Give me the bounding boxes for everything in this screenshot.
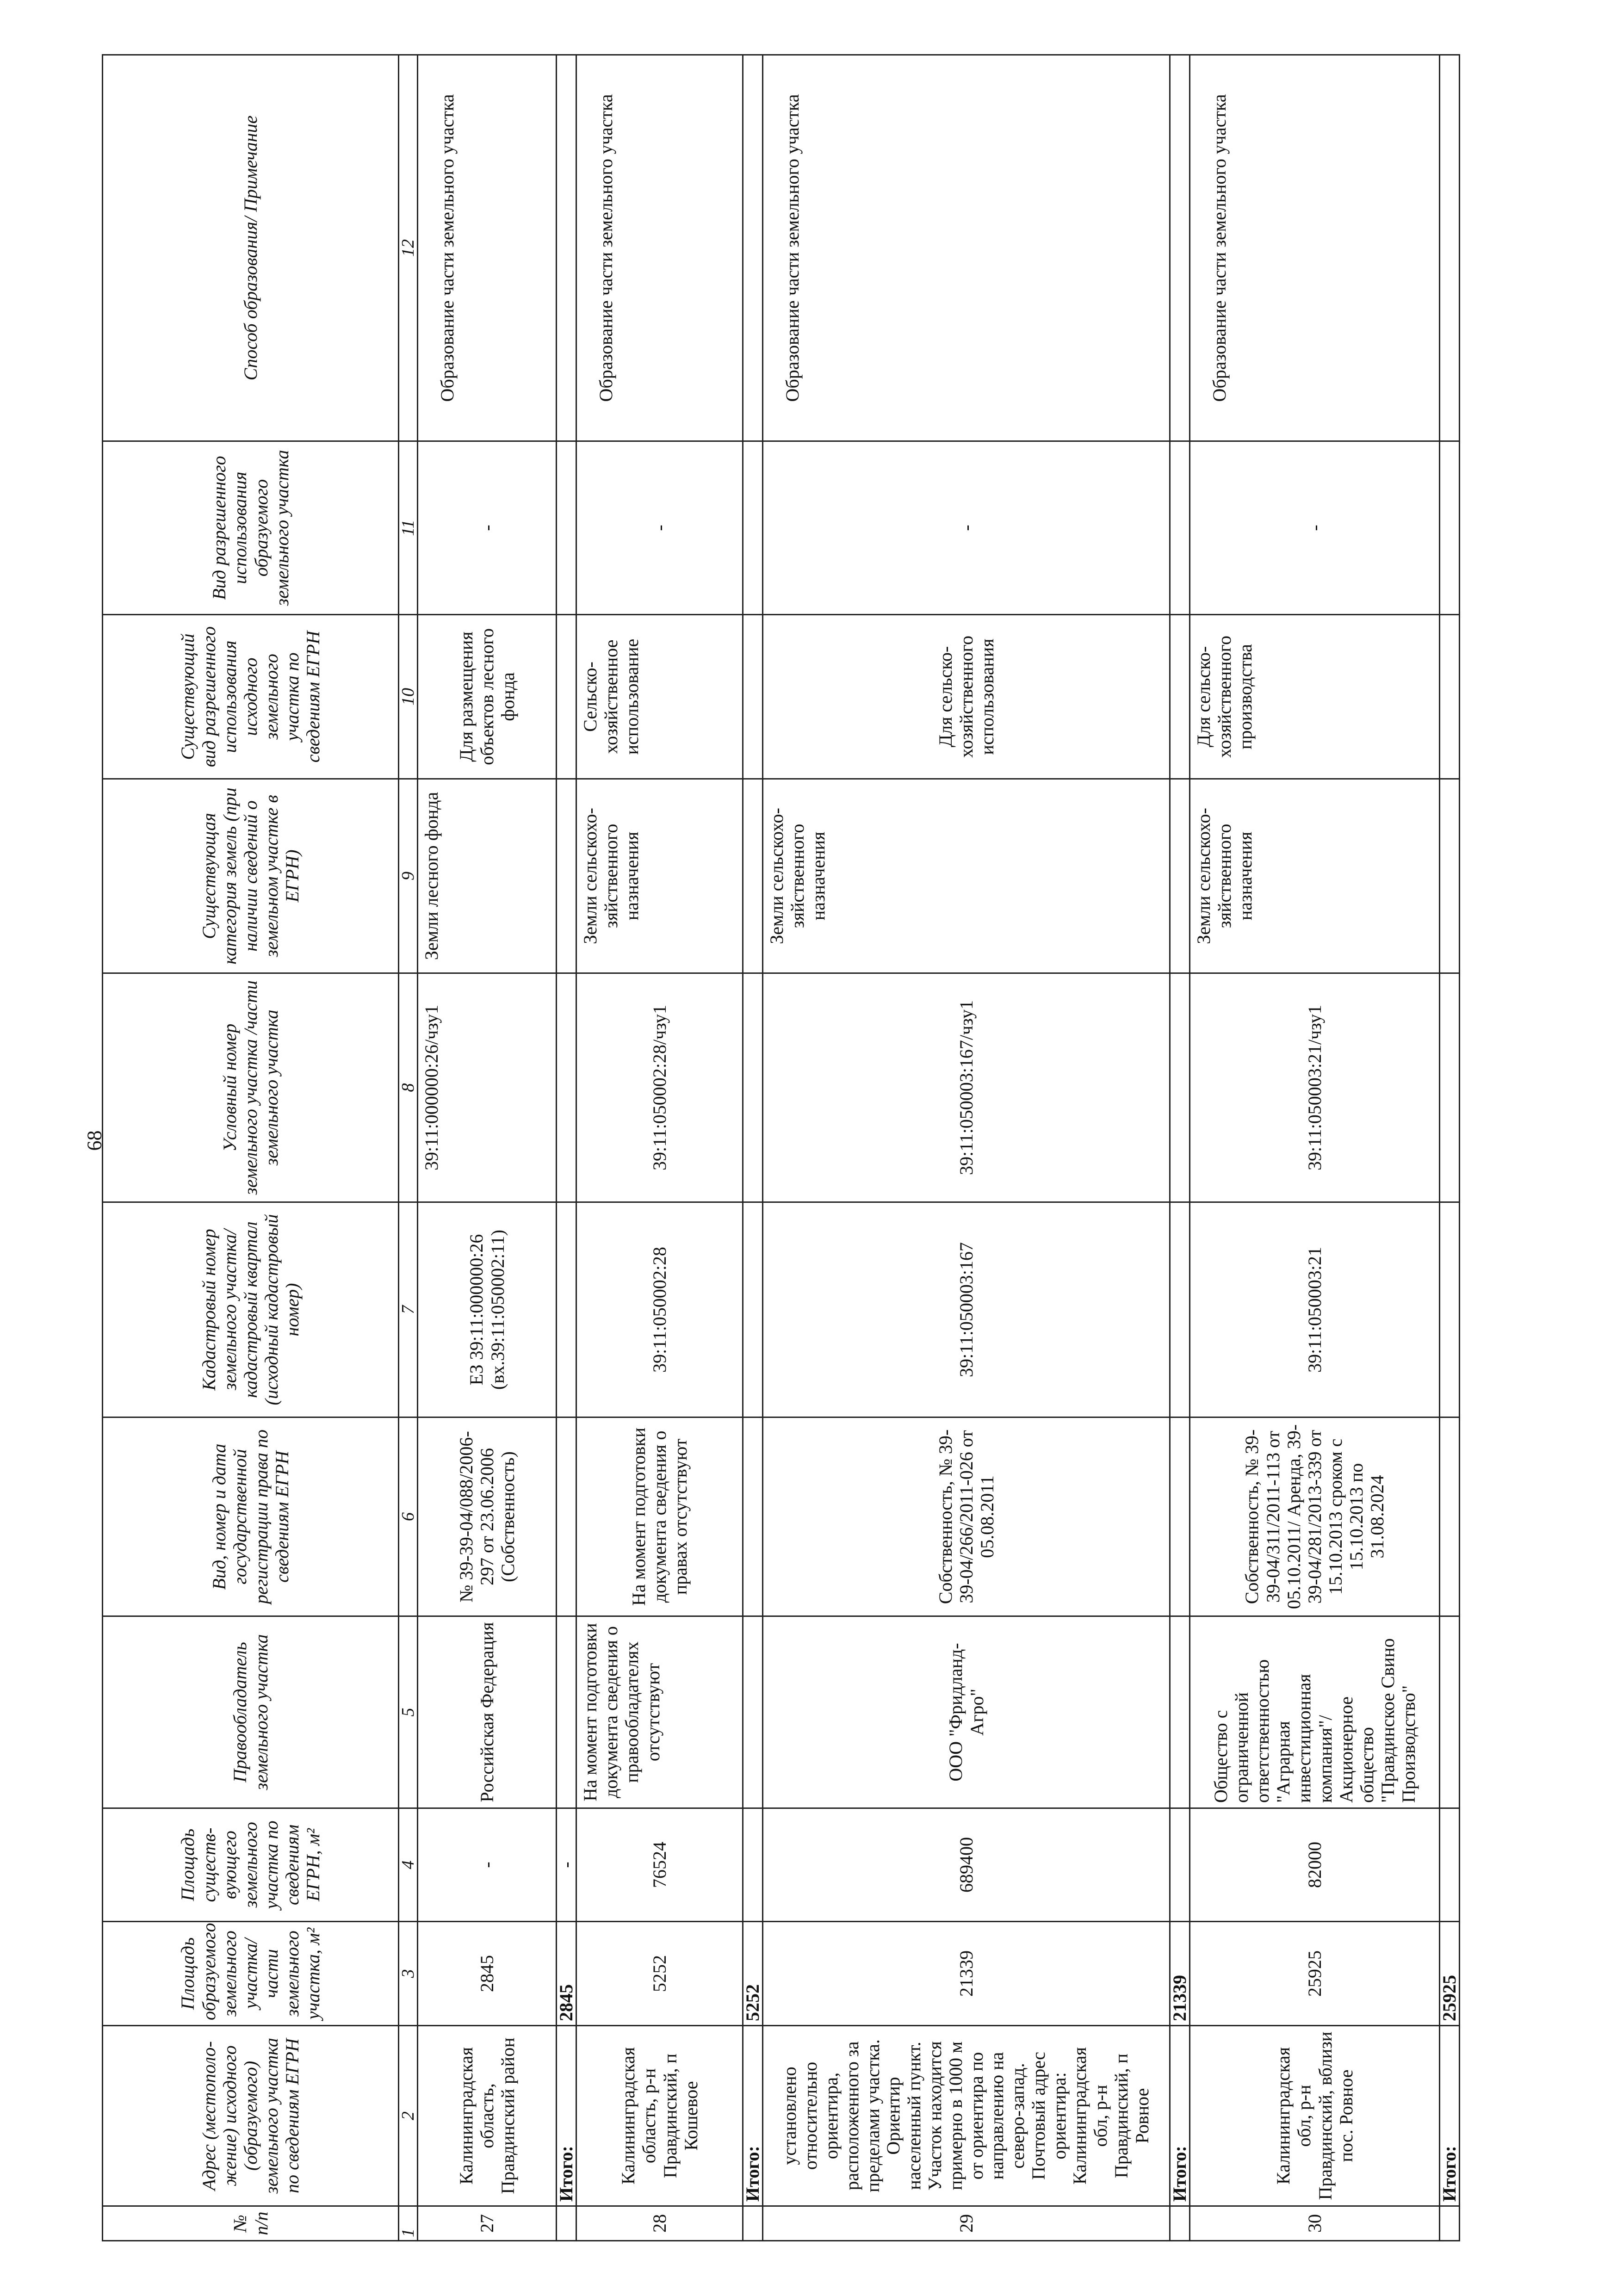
use-new-cell: - [576,441,743,615]
total-empty-cell [1440,441,1460,615]
address-cell: Калининградская область, Правдинский район [418,2026,557,2206]
owner-cell: ООО "Фридланд-Агро" [763,1616,1170,1808]
area-new-cell: 21339 [763,1922,1170,2026]
header-col-8: Условный номер земельного участка /части земельного участка [103,973,399,1202]
area-new-cell: 2845 [418,1922,557,2026]
total-empty-cell [1440,55,1460,441]
method-cell: Образование части земельного участка [1190,55,1440,441]
total-empty-cell [1440,973,1460,1202]
col-number: 1 [399,2206,418,2241]
total-label: Итого: [1440,2026,1460,2206]
table-row [418,55,557,2241]
col-number: 12 [399,55,418,441]
address-cell: установлено относительно ориентира, расположенного за пределами участка. Ориентир населенный пункт. Участок находится примерно в 1000 м от ориентира по направлению на северо-запад. Почтовый адрес ориентира: Калининградская обл, р-н Правдинский, п Ровное [763,2026,1170,2206]
total-empty-cell [557,2206,576,2241]
total-empty-cell [1170,1808,1190,1922]
right-cell: На момент подготовки документа сведения о правах отсутствуют [576,1417,743,1616]
use-new-cell: - [763,441,1170,615]
conditional-number-cell: 39:11:000000:26/чзу1 [418,973,557,1202]
header-col-2: Адрес (местополо-жение) исходного (образуемого) земельного участка по сведениям ЕГРН [103,2026,399,2206]
total-empty-cell [1440,1202,1460,1417]
col-number: 11 [399,441,418,615]
total-empty-cell [743,441,763,615]
col-number: 8 [399,973,418,1202]
total-empty-cell [1170,1417,1190,1616]
area-new-cell: 25925 [1190,1922,1440,2026]
address-cell: Калининградская область, р-н Правдинский, п Кошевое [576,2026,743,2206]
col-number: 10 [399,615,418,779]
header-col-5: Правообладатель земельного участка [103,1616,399,1808]
total-empty-cell [1440,615,1460,779]
category-cell: Земли сельскохо-зяйственного назначения [576,779,743,973]
table-row [1190,55,1440,2241]
category-cell: Земли сельскохо-зяйственного назначения [763,779,1170,973]
total-empty-cell [1170,615,1190,779]
total-empty-cell [1440,1808,1460,1922]
conditional-number-cell: 39:11:050002:28/чзу1 [576,973,743,1202]
total-empty-cell [557,1417,576,1616]
total-row [1440,55,1460,2241]
category-cell: Земли лесного фонда [418,779,557,973]
total-empty-cell [743,1417,763,1616]
total-empty-cell [557,1202,576,1417]
total-empty-cell [1170,1616,1190,1808]
header-col-3: Площадь образуемого земельного участка/ части земельного участка, м² [103,1922,399,2026]
cadastral-cell: 39:11:050003:21 [1190,1202,1440,1417]
right-cell: № 39-39-04/088/2006-297 от 23.06.2006 (Собственность) [418,1417,557,1616]
method-cell: Образование части земельного участка [576,55,743,441]
total-empty-cell [743,1202,763,1417]
method-cell: Образование части земельного участка [418,55,557,441]
area-existing-cell: - [418,1808,557,1922]
total-empty-cell [557,1616,576,1808]
total-existing: - [557,1808,576,1922]
total-empty-cell [1440,2206,1460,2241]
header-col-6: Вид, номер и дата государственной регистрации права по сведениям ЕГРН [103,1417,399,1616]
page-number: 68 [83,1130,106,1151]
area-existing-cell: 689400 [763,1808,1170,1922]
total-empty-cell [557,779,576,973]
owner-cell: На момент подготовки документа сведения о правообладателях отсутствуют [576,1616,743,1808]
land-plot-table-wrapper [102,56,1460,2241]
total-empty-cell [743,2206,763,2241]
col-number: 5 [399,1616,418,1808]
total-empty-cell [743,1616,763,1808]
total-empty-cell [1440,779,1460,973]
total-empty-cell [557,973,576,1202]
area-new-cell: 5252 [576,1922,743,2026]
total-label: Итого: [1170,2026,1190,2206]
total-value: 5252 [743,1922,763,2026]
total-value: 2845 [557,1922,576,2026]
row-number: 29 [763,2206,1170,2241]
use-new-cell: - [1190,441,1440,615]
header-col-7: Кадастровый номер земельного участка/ кадастровый квартал (исходный кадастровый номер) [103,1202,399,1417]
total-empty-cell [557,441,576,615]
header-col-1: № п/п [103,2206,399,2241]
total-empty-cell [743,973,763,1202]
total-empty-cell [1170,441,1190,615]
use-existing-cell: Для сельско-хозяйственного производства [1190,615,1440,779]
address-cell: Калининградская обл, р-н Правдинский, вблизи пос. Ровное [1190,2026,1440,2206]
total-empty-cell [743,1808,763,1922]
category-cell: Земли сельскохо-зяйственного назначения [1190,779,1440,973]
owner-cell: Российская Федерация [418,1616,557,1808]
total-empty-cell [557,615,576,779]
use-existing-cell: Для сельско-хозяйственного использования [763,615,1170,779]
header-col-12: Способ образования/ Примечание [103,55,399,441]
total-label: Итого: [743,2026,763,2206]
total-value: 21339 [1170,1922,1190,2026]
total-empty-cell [1170,2206,1190,2241]
table-row [576,55,743,2241]
conditional-number-cell: 39:11:050003:21/чзу1 [1190,973,1440,1202]
col-number: 4 [399,1808,418,1922]
right-cell: Собственность, № 39-39-04/266/2011-026 от 05.08.2011 [763,1417,1170,1616]
total-empty-cell [743,55,763,441]
total-empty-cell [743,615,763,779]
total-empty-cell [1170,779,1190,973]
column-number-row [399,55,418,2241]
row-number: 30 [1190,2206,1440,2241]
total-row [743,55,763,2241]
header-row [103,55,399,2241]
header-col-11: Вид разрешенного использования образуемого земельного участка [103,441,399,615]
cadastral-cell: 39:11:050002:28 [576,1202,743,1417]
col-number: 9 [399,779,418,973]
cadastral-cell: 39:11:050003:167 [763,1202,1170,1417]
header-col-9: Существующая категория земель (при наличии сведений о земельном участке в ЕГРН) [103,779,399,973]
row-number: 28 [576,2206,743,2241]
use-new-cell: - [418,441,557,615]
total-value: 25925 [1440,1922,1460,2026]
col-number: 2 [399,2026,418,2206]
total-empty-cell [1170,55,1190,441]
use-existing-cell: Сельско-хозяйственное использование [576,615,743,779]
land-plot-table [102,54,1460,2241]
area-existing-cell: 82000 [1190,1808,1440,1922]
total-label: Итого: [557,2026,576,2206]
conditional-number-cell: 39:11:050003:167/чзу1 [763,973,1170,1202]
owner-cell: Общество с ограниченной ответственностью "Аграрная инвестиционная компания"/ Акционерное общество "Правдинское Свино Производство" [1190,1616,1440,1808]
total-empty-cell [1440,1616,1460,1808]
header-col-10: Существующий вид разрешенного использования исходного земельного участка по сведениям ЕГРН [103,615,399,779]
total-empty-cell [1440,1417,1460,1616]
total-row [557,55,576,2241]
area-existing-cell: 76524 [576,1808,743,1922]
header-col-4: Площадь существ-вующего земельного участка по сведениям ЕГРН, м² [103,1808,399,1922]
total-empty-cell [1170,1202,1190,1417]
total-empty-cell [743,779,763,973]
col-number: 6 [399,1417,418,1616]
total-row [1170,55,1190,2241]
row-number: 27 [418,2206,557,2241]
col-number: 7 [399,1202,418,1417]
right-cell: Собственность, № 39-39-04/311/2011-113 от 05.10.2011/ Аренда, 39-39-04/281/2013-339 от 15.10.2013 сроком с 15.10.2013 по 31.08.2024 [1190,1417,1440,1616]
use-existing-cell: Для размещения объектов лесного фонда [418,615,557,779]
total-empty-cell [1170,973,1190,1202]
table-row [763,55,1170,2241]
cadastral-cell: ЕЗ 39:11:000000:26 (вх.39:11:050002:11) [418,1202,557,1417]
total-empty-cell [557,55,576,441]
col-number: 3 [399,1922,418,2026]
method-cell: Образование части земельного участка [763,55,1170,441]
